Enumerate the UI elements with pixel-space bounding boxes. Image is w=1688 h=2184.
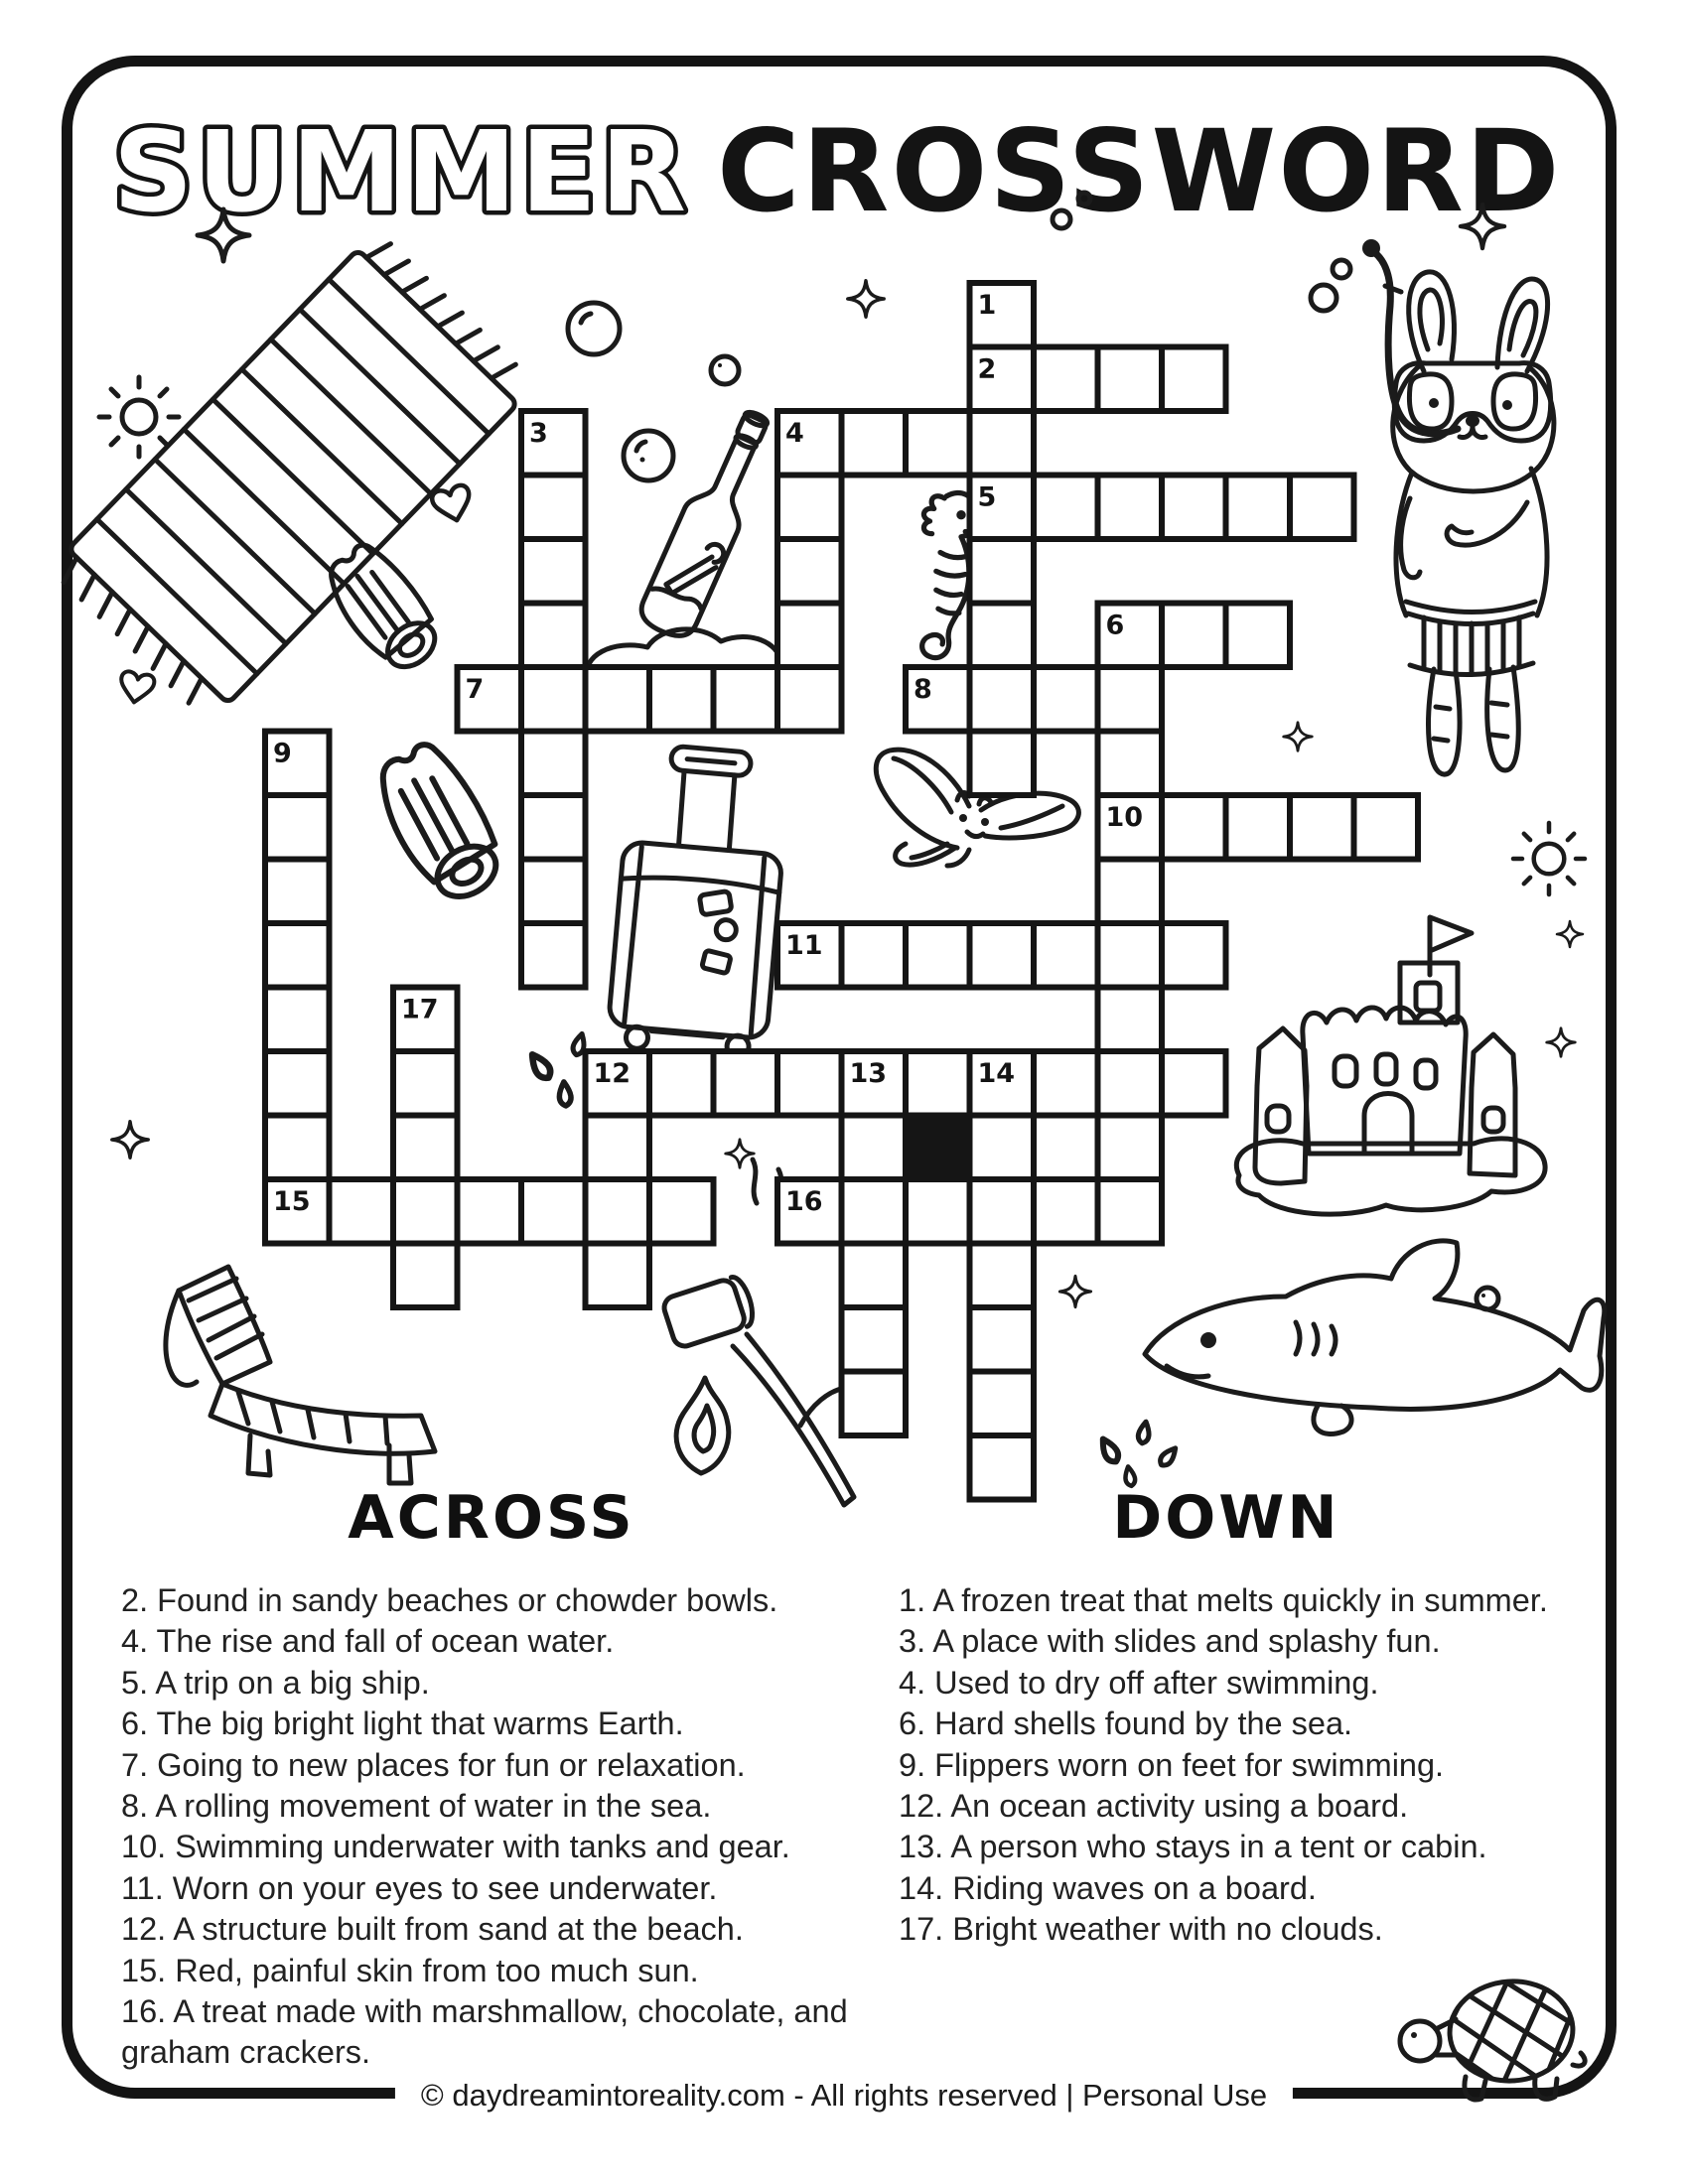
grid-cell[interactable] bbox=[970, 1179, 1035, 1244]
grid-cell[interactable] bbox=[1034, 923, 1098, 988]
clue-item: 6. The big bright light that warms Earth. bbox=[121, 1706, 684, 1742]
grid-cell[interactable] bbox=[1034, 667, 1098, 732]
grid-cell[interactable] bbox=[842, 1244, 907, 1308]
grid-cell[interactable] bbox=[714, 1051, 778, 1116]
shark-icon bbox=[1145, 1241, 1605, 1434]
grid-cell[interactable] bbox=[1226, 795, 1291, 860]
swim-fin-icon bbox=[316, 536, 450, 681]
grid-number: 4 bbox=[785, 418, 804, 449]
grid-cell[interactable] bbox=[1162, 1051, 1226, 1116]
grid-cell[interactable] bbox=[777, 604, 842, 668]
clue-item: 1. A frozen treat that melts quickly in summer. bbox=[899, 1582, 1548, 1618]
clue-item: 5. A trip on a big ship. bbox=[121, 1664, 430, 1701]
sun-icon bbox=[1513, 823, 1585, 894]
grid-cell[interactable] bbox=[1226, 604, 1291, 668]
crossword-grid bbox=[265, 283, 1418, 1500]
grid-cell[interactable] bbox=[1162, 604, 1226, 668]
title-summer: SUMMER bbox=[112, 108, 690, 237]
grid-cell[interactable] bbox=[1034, 347, 1098, 412]
grid-cell[interactable] bbox=[265, 1116, 330, 1180]
grid-cell[interactable] bbox=[1098, 860, 1163, 924]
grid-cell[interactable] bbox=[1034, 476, 1098, 540]
grid-cell[interactable] bbox=[265, 988, 330, 1052]
grid-cell[interactable] bbox=[1098, 1116, 1163, 1180]
grid-cell[interactable] bbox=[970, 667, 1035, 732]
grid-cell[interactable] bbox=[1162, 795, 1226, 860]
grid-number: 11 bbox=[785, 930, 823, 961]
water-splash-icon bbox=[1097, 1421, 1179, 1486]
campfire-flame-icon bbox=[676, 1378, 729, 1473]
grid-number: 1 bbox=[977, 290, 997, 321]
grid-number: 14 bbox=[977, 1058, 1016, 1089]
grid-cell[interactable] bbox=[970, 604, 1035, 668]
grid-number: 9 bbox=[273, 738, 292, 769]
sun-icon bbox=[99, 377, 179, 457]
clue-item: 7. Going to new places for fun or relaxation. bbox=[121, 1746, 746, 1783]
grid-cell[interactable] bbox=[970, 923, 1035, 988]
grid-cell[interactable] bbox=[970, 539, 1035, 604]
bubble-icon bbox=[1311, 285, 1336, 311]
grid-cell[interactable] bbox=[1098, 476, 1163, 540]
down-clue-list bbox=[899, 1580, 1594, 1951]
grid-cell[interactable] bbox=[330, 1179, 394, 1244]
grid-cell[interactable] bbox=[458, 1179, 522, 1244]
across-header: ACROSS bbox=[348, 1483, 635, 1553]
grid-cell[interactable] bbox=[1034, 1051, 1098, 1116]
grid-cell[interactable] bbox=[1290, 476, 1354, 540]
grid-cell[interactable] bbox=[521, 604, 586, 668]
grid-number: 8 bbox=[914, 674, 932, 705]
grid-cell[interactable] bbox=[265, 860, 330, 924]
grid-cell[interactable] bbox=[714, 667, 778, 732]
grid-cell[interactable] bbox=[1290, 795, 1354, 860]
grid-cell[interactable] bbox=[906, 1051, 970, 1116]
sparkle-icon bbox=[1557, 921, 1583, 947]
clue-item: 11. Worn on your eyes to see underwater. bbox=[121, 1869, 718, 1906]
grid-cell[interactable] bbox=[906, 1179, 970, 1244]
grid-cell[interactable] bbox=[586, 667, 650, 732]
swim-fin-icon bbox=[364, 736, 514, 912]
sparkle-icon bbox=[112, 1122, 148, 1158]
clue-item: 4. Used to dry off after swimming. bbox=[899, 1664, 1379, 1701]
sea-turtle-icon bbox=[1400, 1965, 1589, 2100]
grid-number: 12 bbox=[593, 1058, 632, 1089]
clue-item: 8. A rolling movement of water in the sea. bbox=[121, 1788, 712, 1825]
grid-cell[interactable] bbox=[1098, 732, 1163, 796]
sparkle-icon bbox=[726, 1140, 755, 1168]
grid-cell[interactable] bbox=[265, 795, 330, 860]
clue-item: 12. An ocean activity using a board. bbox=[899, 1788, 1409, 1825]
grid-cell[interactable] bbox=[521, 476, 586, 540]
grid-cell[interactable] bbox=[265, 1051, 330, 1116]
grid-cell[interactable] bbox=[521, 539, 586, 604]
grid-cell[interactable] bbox=[649, 667, 714, 732]
clue-item: 9. Flippers worn on feet for swimming. bbox=[899, 1746, 1445, 1783]
sparkle-icon bbox=[1059, 1276, 1090, 1306]
bubble-icon bbox=[624, 431, 673, 480]
clue-item: 16. A treat made with marshmallow, chocolate, and graham crackers. bbox=[121, 1993, 848, 2071]
grid-cell[interactable] bbox=[265, 923, 330, 988]
grid-cell[interactable] bbox=[970, 1116, 1035, 1180]
grid-cell[interactable] bbox=[906, 411, 970, 476]
grid-cell[interactable] bbox=[521, 923, 586, 988]
grid-cell[interactable] bbox=[777, 1051, 842, 1116]
grid-cell[interactable] bbox=[777, 539, 842, 604]
grid-number: 13 bbox=[849, 1058, 888, 1089]
heart-icon bbox=[117, 670, 155, 705]
grid-cell[interactable] bbox=[842, 1179, 907, 1244]
grid-cell[interactable] bbox=[970, 1307, 1035, 1372]
grid-number: 7 bbox=[465, 674, 485, 705]
grid-cell[interactable] bbox=[521, 667, 586, 732]
grid-cell[interactable] bbox=[970, 732, 1035, 796]
clue-item: 6. Hard shells found by the sea. bbox=[899, 1706, 1353, 1742]
grid-cell[interactable] bbox=[1098, 1051, 1163, 1116]
grid-cell[interactable] bbox=[1162, 923, 1226, 988]
grid-cell[interactable] bbox=[1098, 923, 1163, 988]
grid-cell[interactable] bbox=[1098, 988, 1163, 1052]
footer-text: © daydreamintoreality.com - All rights reserved | Personal Use bbox=[395, 2071, 1293, 2120]
sandcastle-icon bbox=[1236, 917, 1545, 1214]
grid-cell[interactable] bbox=[842, 1372, 907, 1436]
grid-cell[interactable] bbox=[842, 1116, 907, 1180]
grid-cell[interactable] bbox=[649, 1179, 714, 1244]
sparkle-icon bbox=[1284, 723, 1313, 751]
grid-cell[interactable] bbox=[1162, 347, 1226, 412]
grid-cell[interactable] bbox=[649, 1051, 714, 1116]
grid-cell[interactable] bbox=[970, 411, 1035, 476]
grid-number: 2 bbox=[977, 353, 997, 385]
grid-number: 3 bbox=[529, 418, 548, 449]
clue-item: 2. Found in sandy beaches or chowder bowls. bbox=[121, 1582, 778, 1618]
grid-number: 5 bbox=[977, 481, 997, 513]
grid-cell[interactable] bbox=[393, 1179, 458, 1244]
clue-item: 14. Riding waves on a board. bbox=[899, 1869, 1317, 1906]
grid-cell[interactable] bbox=[906, 923, 970, 988]
grid-cell[interactable] bbox=[393, 1051, 458, 1116]
grid-cell[interactable] bbox=[521, 795, 586, 860]
heart-icon bbox=[430, 483, 475, 525]
clue-item: 10. Swimming underwater with tanks and gear. bbox=[121, 1829, 790, 1865]
grid-cell[interactable] bbox=[586, 1116, 650, 1180]
bubble-icon bbox=[711, 356, 739, 384]
grid-cell[interactable] bbox=[586, 1179, 650, 1244]
grid-cell[interactable] bbox=[970, 1372, 1035, 1436]
grid-cell[interactable] bbox=[842, 1307, 907, 1372]
across-clue-list bbox=[121, 1580, 868, 2074]
grid-cell[interactable] bbox=[777, 667, 842, 732]
message-bottle-icon bbox=[635, 403, 784, 643]
grid-cell[interactable] bbox=[842, 411, 907, 476]
clue-item: 3. A place with slides and splashy fun. bbox=[899, 1623, 1441, 1660]
grid-cell[interactable] bbox=[521, 1179, 586, 1244]
down-header: DOWN bbox=[1112, 1483, 1340, 1553]
clue-item: 4. The rise and fall of ocean water. bbox=[121, 1623, 615, 1660]
grid-cell[interactable] bbox=[393, 1244, 458, 1308]
grid-cell[interactable] bbox=[393, 1116, 458, 1180]
grid-cell[interactable] bbox=[1098, 347, 1163, 412]
grid-cell[interactable] bbox=[1098, 667, 1163, 732]
grid-cell[interactable] bbox=[586, 1244, 650, 1308]
snorkel-bunny-icon bbox=[1362, 239, 1554, 774]
grid-number: 16 bbox=[785, 1186, 823, 1217]
grid-cell[interactable] bbox=[1226, 476, 1291, 540]
grid-number: 6 bbox=[1105, 610, 1125, 641]
clue-item: 13. A person who stays in a tent or cabin. bbox=[899, 1829, 1487, 1865]
clue-item: 15. Red, painful skin from too much sun. bbox=[121, 1952, 699, 1988]
title-crossword: CROSSWORD bbox=[717, 105, 1562, 237]
grid-cell[interactable] bbox=[1098, 1179, 1163, 1244]
grid-cell[interactable] bbox=[1034, 1179, 1098, 1244]
grid-cell[interactable] bbox=[970, 1244, 1035, 1308]
grid-number: 10 bbox=[1105, 802, 1144, 833]
sparkle-icon bbox=[1547, 1028, 1576, 1057]
grid-cell[interactable] bbox=[521, 860, 586, 924]
sparkle-icon bbox=[848, 281, 884, 317]
beach-towel-icon bbox=[50, 230, 536, 724]
grid-cell[interactable] bbox=[842, 923, 907, 988]
grid-number: 17 bbox=[401, 994, 439, 1025]
suitcase-icon bbox=[607, 743, 791, 1060]
clue-item: 17. Bright weather with no clouds. bbox=[899, 1911, 1383, 1948]
grid-black-cell bbox=[906, 1116, 970, 1180]
clue-item: 12. A structure built from sand at the beach. bbox=[121, 1911, 744, 1948]
bubble-icon bbox=[1333, 260, 1350, 278]
grid-cell[interactable] bbox=[1354, 795, 1419, 860]
grid-cell[interactable] bbox=[1162, 476, 1226, 540]
grid-cell[interactable] bbox=[777, 476, 842, 540]
bubble-icon bbox=[568, 303, 620, 354]
grid-cell[interactable] bbox=[521, 732, 586, 796]
grid-number: 15 bbox=[273, 1186, 311, 1217]
